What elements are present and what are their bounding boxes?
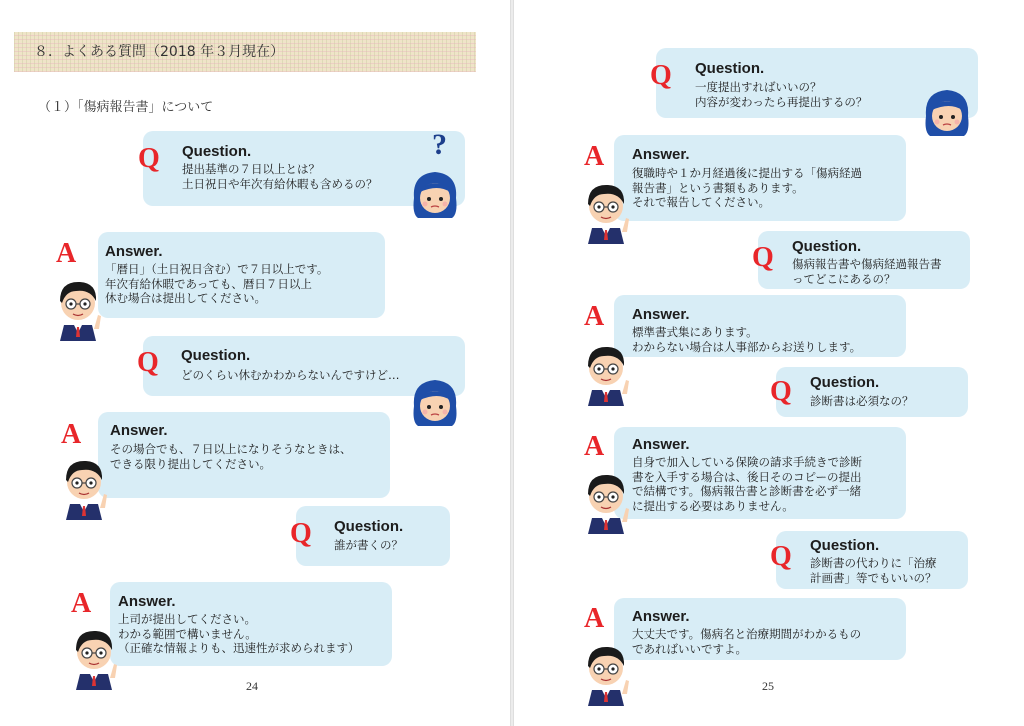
question-text: 提出基準の７日以上とは？ 土日祝日や年次有給休暇も含めるの？ <box>182 162 378 191</box>
answer-heading: Answer. <box>632 608 690 625</box>
a-mark: A <box>584 603 605 634</box>
answer-heading: Answer. <box>632 306 690 323</box>
q-mark: Q <box>650 60 672 91</box>
man-avatar-icon <box>56 452 112 520</box>
page-right <box>514 0 1024 726</box>
page-number: 24 <box>246 679 258 693</box>
question-heading: Question. <box>181 347 251 364</box>
man-avatar-icon <box>50 273 106 341</box>
question-text: 傷病報告書や傷病経過報告書 ってどこにあるの？ <box>792 257 942 286</box>
answer-text: その場合でも、７日以上になりそうなときは、 できる限り提出してください。 <box>110 442 352 471</box>
woman-avatar-icon <box>408 376 462 428</box>
woman-avatar-icon <box>920 86 974 138</box>
man-avatar-icon <box>578 176 634 244</box>
question-heading: Question. <box>695 60 765 77</box>
subsection-heading: （１）「傷病報告書」について <box>38 100 214 115</box>
answer-heading: Answer. <box>110 422 168 439</box>
question-text: 診断書は必須なの？ <box>810 394 914 408</box>
q-mark: Q <box>770 541 792 572</box>
man-avatar-icon <box>578 638 634 706</box>
woman-avatar-icon <box>408 168 462 220</box>
a-mark: A <box>584 431 605 462</box>
question-text: どのくらい休むかわからないんですけど… <box>181 368 400 382</box>
answer-text: 上司が提出してください。 わかる範囲で構いません。 （正確な情報よりも、迅速性が求められます） <box>118 612 360 655</box>
question-text: 診断書の代わりに「治療 計画書」等でもいいの？ <box>810 556 937 585</box>
a-mark: A <box>584 141 605 172</box>
question-heading: Question. <box>792 238 862 255</box>
man-avatar-icon <box>578 338 634 406</box>
man-avatar-icon <box>66 622 122 690</box>
a-mark: A <box>56 238 77 269</box>
answer-text: 復職時や１か月経過後に提出する「傷病経過 報告書」という書類もあります。 それで報告してください。 <box>632 166 862 209</box>
question-mark-icon: ? <box>432 128 447 161</box>
page-left <box>0 0 510 726</box>
answer-heading: Answer. <box>105 243 163 260</box>
answer-heading: Answer. <box>632 436 690 453</box>
answer-heading: Answer. <box>118 593 176 610</box>
q-mark: Q <box>137 347 159 378</box>
q-mark: Q <box>138 143 160 174</box>
answer-text: 「暦日」（土日祝日含む）で７日以上です。 年次有給休暇であっても、暦日７日以上 休む場合は提出してください。 <box>105 262 329 305</box>
question-heading: Question. <box>810 374 880 391</box>
page-number: 25 <box>762 679 774 693</box>
answer-text: 自身で加入している保険の請求手続きで診断 書を入手する場合は、後日そのコピーの提出 で結構です。傷病報告書と診断書を必ず一緒 に提出する必要はありません。 <box>632 455 862 513</box>
answer-text: 大丈夫です。傷病名と治療期間がわかるもの であればいいですよ。 <box>632 627 862 656</box>
answer-heading: Answer. <box>632 146 690 163</box>
man-avatar-icon <box>578 466 634 534</box>
question-text: 一度提出すればいいの？ 内容が変わったら再提出するの？ <box>695 80 868 109</box>
answer-text: 標準書式集にあります。 わからない場合は人事部からお送りします。 <box>632 325 862 354</box>
a-mark: A <box>61 419 82 450</box>
question-heading: Question. <box>182 143 252 160</box>
question-text: 誰が書くの？ <box>334 538 403 552</box>
question-heading: Question. <box>334 518 404 535</box>
q-mark: Q <box>770 376 792 407</box>
q-mark: Q <box>752 242 774 273</box>
q-mark: Q <box>290 518 312 549</box>
section-title: ８．よくある質問（2018 年３月現在） <box>14 32 476 72</box>
question-heading: Question. <box>810 537 880 554</box>
a-mark: A <box>584 301 605 332</box>
a-mark: A <box>71 588 92 619</box>
question-bubble <box>296 506 450 566</box>
